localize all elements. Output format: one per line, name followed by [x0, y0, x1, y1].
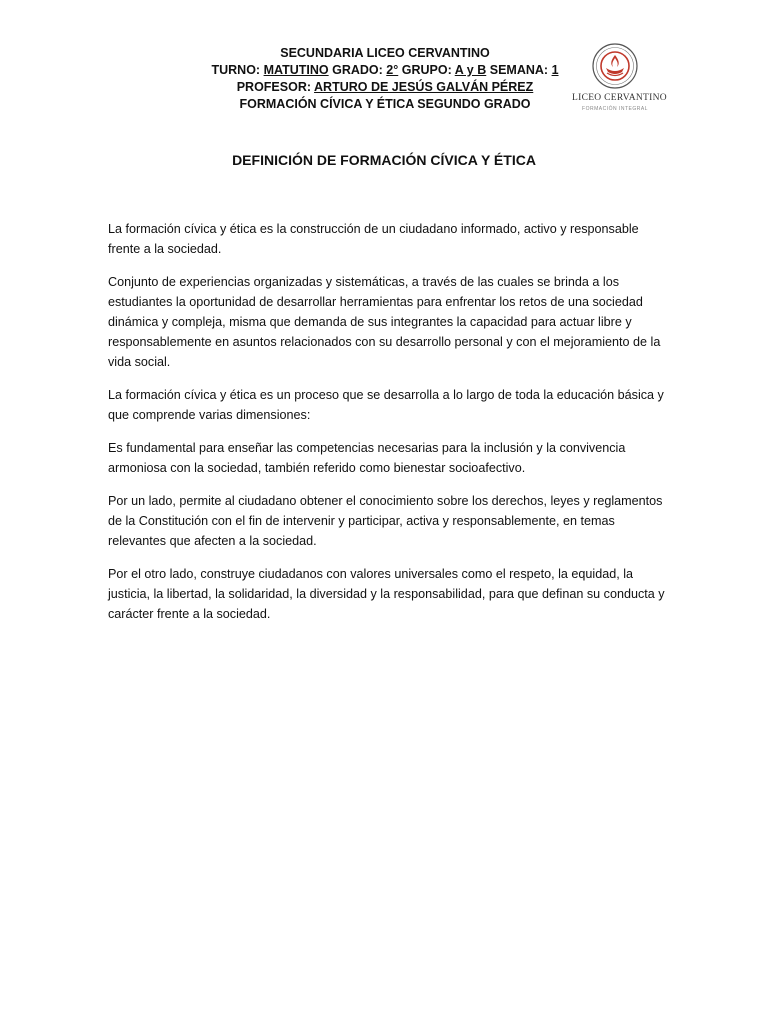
teacher-line	[150, 79, 620, 96]
grupo-label: GRUPO:	[401, 63, 452, 77]
paragraph-1: La formación cívica y ética es la construcción de un ciudadano informado, activo y responsable frente a la sociedad.	[108, 222, 639, 256]
semana-label: SEMANA:	[489, 63, 549, 77]
turno-value: MATUTINO	[263, 63, 329, 77]
grado-value: 2°	[386, 63, 399, 77]
schedule-line	[150, 62, 620, 79]
school-name: SECUNDARIA LICEO CERVANTINO	[280, 46, 490, 60]
grupo-value: A y B	[454, 63, 487, 77]
logo-name: LICEO CERVANTINO	[572, 93, 667, 103]
subject-line: FORMACIÓN CÍVICA Y ÉTICA SEGUNDO GRADO	[239, 97, 531, 111]
semana-value: 1	[551, 63, 559, 77]
paragraph-2: Conjunto de experiencias organizadas y sistemáticas, a través de las cuales se brinda a los estudiantes la oportunidad de desarrollar herramientas para enfrentar los retos de una sociedad dinámica y compleja, misma que demanda de sus integrantes la capacidad para actuar libre y responsablemente en asuntos relacionados con su desarrollo personal y con el mejoramiento de la vida social.	[108, 275, 661, 369]
document-header	[150, 45, 620, 113]
school-logo	[572, 40, 667, 120]
paragraph-6: Por el otro lado, construye ciudadanos con valores universales como el respeto, la equidad, la justicia, la libertad, la solidaridad, la diversidad y la responsabilidad, para que definan su conducta y carácter frente a la sociedad.	[108, 567, 665, 621]
paragraph-4: Es fundamental para enseñar las competencias necesarias para la inclusión y la convivencia armoniosa con la sociedad, también referido como bienestar socioafectivo.	[108, 441, 626, 475]
document-body	[108, 219, 668, 637]
paragraph-5: Por un lado, permite al ciudadano obtener el conocimiento sobre los derechos, leyes y reglamentos de la Constitución con el fin de intervenir y participar, activa y responsablemente, en temas relevantes que afecten a la sociedad.	[108, 494, 663, 548]
grado-label: GRADO:	[332, 63, 383, 77]
profesor-label: PROFESOR:	[236, 80, 312, 94]
profesor-value: ARTURO DE JESÚS GALVÁN PÉREZ	[314, 80, 534, 94]
school-crest-icon	[572, 40, 658, 94]
document-title: DEFINICIÓN DE FORMACIÓN CÍVICA Y ÉTICA	[232, 152, 536, 168]
paragraph-3: La formación cívica y ética es un proceso que se desarrolla a lo largo de toda la educación básica y que comprende varias dimensiones:	[108, 388, 664, 422]
logo-tagline: FORMACIÓN INTEGRAL	[582, 106, 648, 112]
turno-label: TURNO:	[211, 63, 261, 77]
